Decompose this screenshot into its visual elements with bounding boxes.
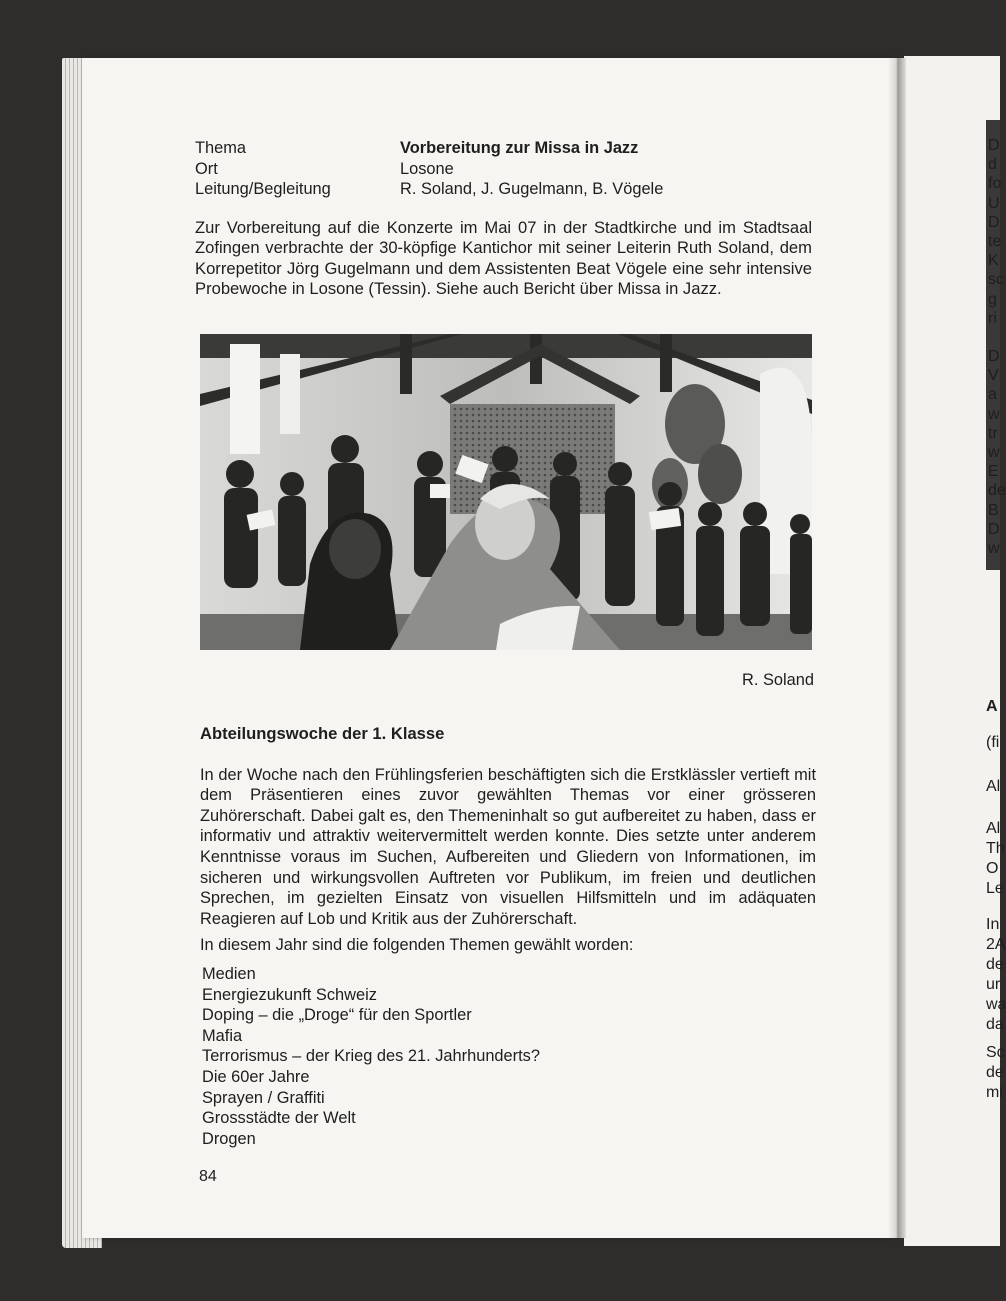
fragment-line: In — [986, 916, 1000, 933]
right-page-text-fragment-2 — [988, 348, 1006, 559]
list-item: Terrorismus – der Krieg des 21. Jahrhunderts? — [202, 1047, 540, 1066]
book-gutter — [888, 58, 906, 1238]
fragment-line: da — [986, 1016, 1004, 1033]
topics-list — [202, 964, 816, 1149]
section-title: Abteilungswoche der 1. Klasse — [200, 724, 445, 743]
fragment-line: U — [988, 194, 1000, 212]
section-body: In der Woche nach den Frühlingsferien beschäftigten sich die Erstklässler vertieft mit dem Präsentieren eines zuvor gewählten Themas vor einer grösseren Zuhörerschaft. Dabei galt es, den Themeninhalt so gut aufbereitet zu haben, dass er informativ und attraktiv weitervermittelt werden konnte. Dies setzte unter anderem Kenntnisse voraus im Suchen, Aufbereiten und Gliedern von Informationen, im sicheren und wirkungsvollen Auftreten vor Publikum, im freien und deutlichen Sprechen, im gezielten Einsatz von visuellen Hilfsmitteln und im adäquaten Reagieren auf Lob und Kritik aus der Zuhörerschaft. — [200, 765, 816, 928]
right-page-text-fragment-3 — [986, 698, 1006, 1104]
fragment-line: fo — [988, 175, 1002, 193]
fragment-line: Le — [986, 880, 1004, 897]
topics-lead: In diesem Jahr sind die folgenden Themen gewählt worden: — [200, 936, 634, 955]
fragment-line: Sc — [986, 1044, 1005, 1061]
meta-value: Losone — [400, 159, 454, 178]
fragment-line: sc — [988, 271, 1004, 289]
fragment-line: O — [986, 860, 999, 877]
fragment-line: Th — [986, 840, 1005, 857]
fragment-line: tr — [988, 424, 998, 442]
list-item: Medien — [202, 964, 256, 983]
fragment-line: 2A — [986, 936, 1006, 953]
list-item: Drogen — [202, 1129, 256, 1148]
intro-paragraph: Zur Vorbereitung auf die Konzerte im Mai 07 in der Stadtkirche und im Stadtsaal Zofingen verbrachte der 30-köpfige Kantichor mit seiner Leiterin Ruth Soland, dem Korrepetitor Jörg Gugelmann und dem Assistenten Beat Vögele eine sehr intensive Probewoche in Losone (Tessin). Siehe auch Bericht über Missa in Jazz. — [195, 217, 812, 299]
fragment-line: D — [988, 520, 1000, 538]
fragment-line: Al — [986, 820, 1001, 837]
fragment-line: A — [986, 698, 998, 715]
meta-key: Leitung/Begleitung — [195, 180, 331, 198]
fragment-line: g — [988, 290, 997, 308]
meta-value: Vorbereitung zur Missa in Jazz — [400, 139, 639, 157]
meta-row-location — [195, 159, 815, 180]
meta-key: Ort — [195, 159, 218, 178]
fragment-line: K — [988, 252, 999, 270]
fragment-line: wa — [986, 996, 1006, 1013]
meta-key: Thema — [195, 139, 247, 157]
fragment-line: B — [988, 501, 999, 519]
list-item: Energiezukunft Schweiz — [202, 985, 377, 1004]
fragment-line: D — [988, 348, 1000, 365]
photo-credit: R. Soland — [742, 671, 814, 689]
section-first-class-week — [200, 724, 816, 1149]
meta-row-topic — [195, 138, 815, 159]
choir-rehearsal-photo — [200, 334, 812, 650]
fragment-line: ur — [986, 976, 1001, 993]
page-number: 84 — [199, 1168, 217, 1185]
fragment-line: de — [986, 1064, 1004, 1081]
meta-value: R. Soland, J. Gugelmann, B. Vögele — [400, 180, 664, 198]
fragment-line: de — [988, 482, 1006, 500]
meta-row-leadership — [195, 179, 815, 200]
fragment-line: ri — [988, 309, 997, 327]
right-page-text-fragment-1 — [988, 136, 1002, 328]
fragment-line: de — [986, 956, 1004, 973]
list-item: Die 60er Jahre — [202, 1067, 310, 1086]
fragment-line: d — [988, 156, 997, 174]
fragment-line: mi — [986, 1084, 1003, 1101]
fragment-line: w — [988, 539, 1000, 557]
fragment-line: (fi — [986, 734, 1000, 751]
list-item: Sprayen / Graffiti — [202, 1088, 325, 1107]
fragment-line: V — [988, 367, 999, 385]
list-item: Doping – die „Droge“ für den Sportler — [202, 1006, 472, 1025]
fragment-line: D — [988, 137, 1000, 154]
fragment-line: te — [988, 232, 1002, 250]
fragment-line: Al — [986, 778, 1001, 795]
list-item: Grossstädte der Welt — [202, 1109, 356, 1128]
list-item: Mafia — [202, 1026, 243, 1045]
fragment-line: w — [988, 443, 1000, 461]
fragment-line: a — [988, 386, 997, 404]
fragment-line: w — [988, 405, 1000, 423]
fragment-line: D — [988, 213, 1000, 231]
article-header — [195, 138, 815, 300]
fragment-line: E — [988, 463, 999, 481]
